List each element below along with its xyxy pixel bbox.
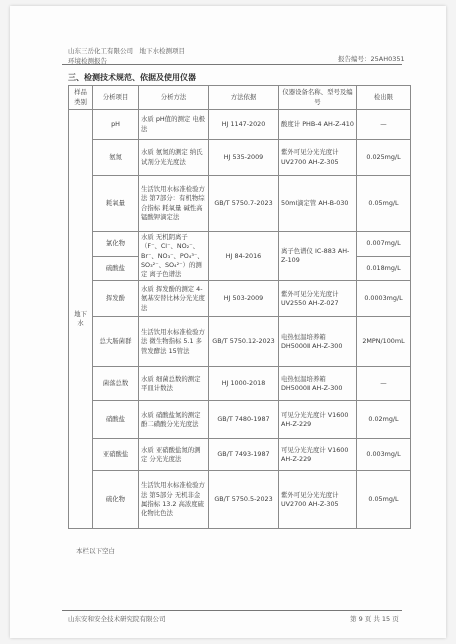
analysis-method: 水质 亚硝酸盐氮的测定 分光光度法 bbox=[139, 439, 209, 471]
company-line-1: 山东三岳化工有限公司 地下水检测项目 bbox=[68, 47, 185, 55]
page-number: 第 9 页 共 15 页 bbox=[350, 615, 399, 623]
sample-category: 地下水 bbox=[69, 110, 93, 529]
report-number: 报告编号：25AH0351 bbox=[338, 55, 405, 63]
table-row bbox=[69, 471, 411, 529]
analysis-item: 硫酸盐 bbox=[93, 256, 139, 281]
table-row bbox=[69, 439, 411, 471]
table-row bbox=[69, 281, 411, 317]
detection-limit: 0.018mg/L bbox=[357, 256, 411, 281]
analysis-method: 水质 挥发酚的测定 4-氨基安替比林分光光度法 bbox=[139, 281, 209, 317]
table-row bbox=[69, 176, 411, 232]
analysis-item: 耗氧量 bbox=[93, 176, 139, 232]
table-row bbox=[69, 110, 411, 140]
table-header-row bbox=[69, 86, 411, 110]
analysis-method: 水质 氨氮的测定 纳氏试剂分光光度法 bbox=[139, 140, 209, 176]
analysis-method: 水质 无机阴离子（F⁻、Cl⁻、NO₂⁻、Br⁻、NO₃⁻、PO₄³⁻、SO₃²⁻、SO₄²⁻）的测定 离子色谱法 bbox=[139, 232, 209, 281]
detection-limit: — bbox=[357, 110, 411, 140]
detection-limit: 0.025mg/L bbox=[357, 140, 411, 176]
analysis-item: 氯化物 bbox=[93, 232, 139, 257]
blank-below-note: 本栏以下空白 bbox=[76, 547, 115, 555]
instrument: 紫外可见分光光度计 UV2700 AH-Z-305 bbox=[279, 140, 357, 176]
method-basis: GB/T 7480-1987 bbox=[209, 401, 279, 439]
analysis-method: 生活饮用水标准检验方法 微生物指标 5.1 多管发酵法 15管法 bbox=[139, 317, 209, 367]
analysis-item: pH bbox=[93, 110, 139, 140]
col-header-method: 分析方法 bbox=[139, 86, 209, 110]
footer-organization: 山东安和安全技术研究院有限公司 bbox=[68, 615, 166, 623]
company-line-2: 环境检测报告 bbox=[68, 57, 107, 65]
method-basis: HJ 535-2009 bbox=[209, 140, 279, 176]
analysis-item: 挥发酚 bbox=[93, 281, 139, 317]
method-basis: GB/T 7493-1987 bbox=[209, 439, 279, 471]
method-basis: GB/T 5750.12-2023 bbox=[209, 317, 279, 367]
table-row bbox=[69, 317, 411, 367]
table-row bbox=[69, 367, 411, 401]
instrument: 电热恒温培养箱 DH5000Ⅱ AH-Z-300 bbox=[279, 367, 357, 401]
col-header-category: 样品类别 bbox=[69, 86, 93, 110]
detection-limit: 0.007mg/L bbox=[357, 232, 411, 257]
method-basis: HJ 1000-2018 bbox=[209, 367, 279, 401]
analysis-method: 水质 硝酸盐氮的测定 酚二磺酸分光光度法 bbox=[139, 401, 209, 439]
analysis-item: 总大肠菌群 bbox=[93, 317, 139, 367]
analysis-method: 水质 细菌总数的测定 平皿计数法 bbox=[139, 367, 209, 401]
table-row bbox=[69, 140, 411, 176]
col-header-limit: 检出限 bbox=[357, 86, 411, 110]
analysis-item: 菌落总数 bbox=[93, 367, 139, 401]
analysis-item: 硝酸盐 bbox=[93, 401, 139, 439]
analysis-method: 水质 pH值的测定 电极法 bbox=[139, 110, 209, 140]
table-row bbox=[69, 401, 411, 439]
detection-limit: 0.05mg/L bbox=[357, 471, 411, 529]
col-header-basis: 方法依据 bbox=[209, 86, 279, 110]
col-header-instrument: 仪器设备名称、型号及编号 bbox=[279, 86, 357, 110]
analysis-method: 生活饮用水标准检验方法 第5部分 无机非金属指标 13.2 高浓度硫化物比色法 bbox=[139, 471, 209, 529]
method-basis: HJ 1147-2020 bbox=[209, 110, 279, 140]
analysis-item: 亚硝酸盐 bbox=[93, 439, 139, 471]
instrument: 离子色谱仪 IC-883 AH-Z-109 bbox=[279, 232, 357, 281]
methods-table bbox=[68, 85, 411, 529]
instrument: 可见分光光度计 V1600 AH-Z-229 bbox=[279, 439, 357, 471]
instrument: 酸度计 PHB-4 AH-Z-410 bbox=[279, 110, 357, 140]
method-basis: HJ 503-2009 bbox=[209, 281, 279, 317]
method-basis: GB/T 5750.7-2023 bbox=[209, 176, 279, 232]
instrument: 电热恒温培养箱 DH5000Ⅱ AH-Z-300 bbox=[279, 317, 357, 367]
report-header-company bbox=[68, 46, 185, 66]
analysis-item: 氨氮 bbox=[93, 140, 139, 176]
instrument: 紫外可见分光光度计 UV2550 AH-Z-027 bbox=[279, 281, 357, 317]
detection-limit: 2MPN/100mL bbox=[357, 317, 411, 367]
report-page bbox=[10, 6, 446, 638]
detection-limit: 0.003mg/L bbox=[357, 439, 411, 471]
detection-limit: 0.05mg/L bbox=[357, 176, 411, 232]
table-row bbox=[69, 232, 411, 257]
section-title: 三、检测技术规范、依据及使用仪器 bbox=[68, 73, 196, 82]
detection-limit: 0.0003mg/L bbox=[357, 281, 411, 317]
method-basis: HJ 84-2016 bbox=[209, 232, 279, 281]
col-header-item: 分析项目 bbox=[93, 86, 139, 110]
instrument: 紫外可见分光光度计 UV2700 AH-Z-305 bbox=[279, 471, 357, 529]
method-basis: GB/T 5750.5-2023 bbox=[209, 471, 279, 529]
header-divider bbox=[62, 64, 402, 65]
detection-limit: — bbox=[357, 367, 411, 401]
analysis-item: 硫化物 bbox=[93, 471, 139, 529]
instrument: 50ml滴定管 AH-B-030 bbox=[279, 176, 357, 232]
analysis-method: 生活饮用水标准检验方法 第7部分：有机物综合指标 耗氧量 碱性高锰酸钾滴定法 bbox=[139, 176, 209, 232]
footer-divider bbox=[62, 610, 402, 611]
detection-limit: 0.02mg/L bbox=[357, 401, 411, 439]
instrument: 可见分光光度计 V1600 AH-Z-229 bbox=[279, 401, 357, 439]
